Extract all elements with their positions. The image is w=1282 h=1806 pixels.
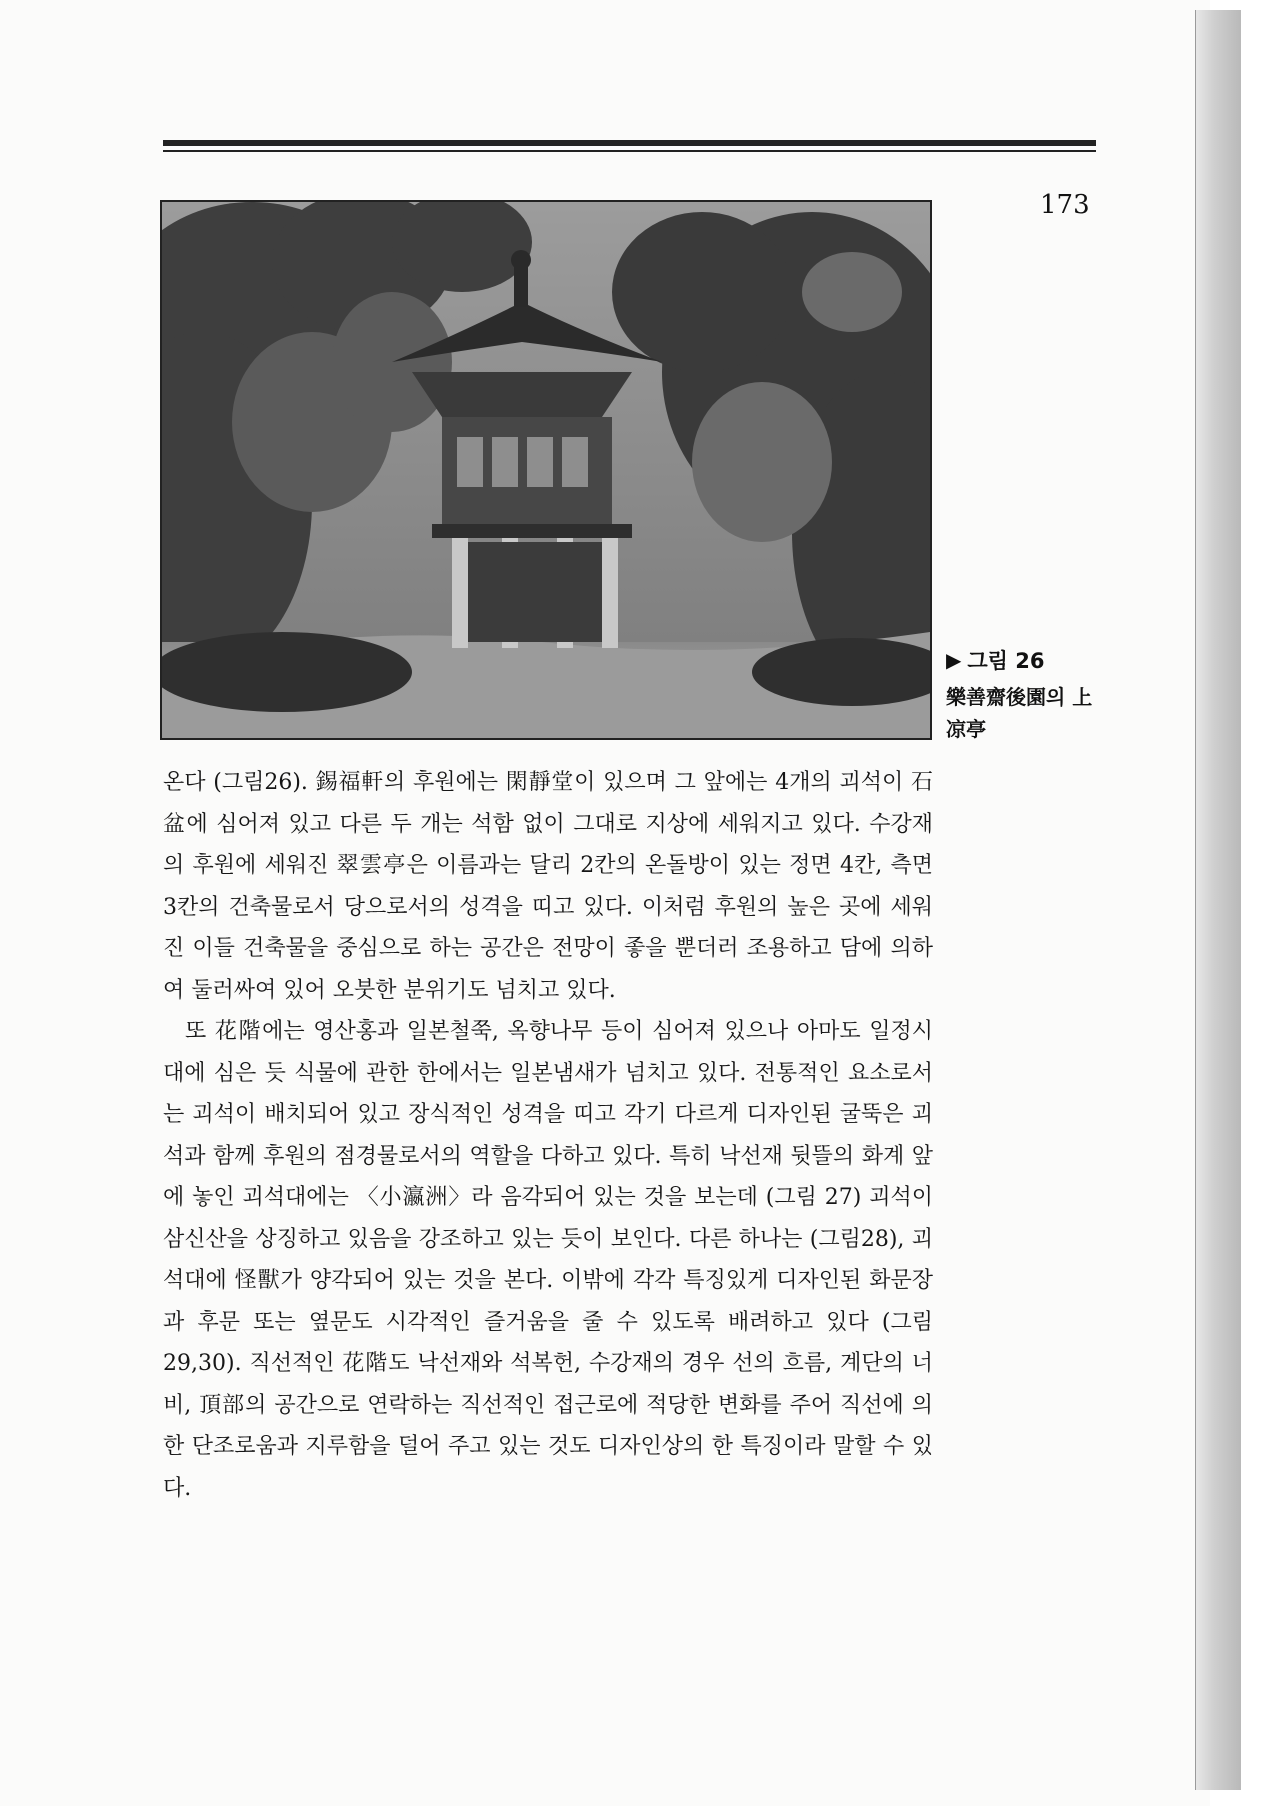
figure-caption-text: 樂善齋後園의 上凉亭 xyxy=(946,685,1093,741)
figure-number: 그림 26 xyxy=(967,649,1045,673)
paragraph-2: 또 花階에는 영산홍과 일본철쭉, 옥향나무 등이 심어져 있으나 아마도 일정시대에 심은 듯 식물에 관한 한에서는 일본냄새가 넘치고 있다. 전통적인 요소로서는 괴석이 배치되어 있고 장식적인 성격을 띠고 각기 다르게 디자인된 굴뚝은 괴석과 함께 후원의 점경물로서의 역할을 다하고 있다. 특히 낙선재 뒷뜰의 화계 앞에 놓인 괴석대에는 〈小瀛洲〉라 음각되어 있는 것을 보는데 (그림 27) 괴석이 삼신산을 상징하고 있음을 강조하고 있는 듯이 보인다. 다른 하나는 (그림28), 괴석대에 怪獸가 양각되어 있는 것을 본다. 이밖에 각각 특징있게 디자인된 화문장과 후문 또는 옆문도 시각적인 즐거움을 줄 수 있도록 배려하고 있다 (그림29,30). 직선적인 花階도 낙선재와 석복헌, 수강재의 경우 선의 흐름, 계단의 너비, 頂部의 공간으로 연락하는 직선적인 접근로에 적당한 변화를 주어 직선에 의한 단조로움과 지루함을 덜어 주고 있는 것도 디자인상의 한 특징이라 말할 수 있다. xyxy=(163,1019,933,1501)
page-number: 173 xyxy=(1040,190,1090,220)
header-rule-thick xyxy=(163,140,1096,146)
triangle-right-icon: ▶ xyxy=(946,648,962,672)
body-text xyxy=(163,762,933,1509)
figure-label xyxy=(946,645,1096,675)
paragraph-1: 온다 (그림26). 錫福軒의 후원에는 閑靜堂이 있으며 그 앞에는 4개의 괴석이 石盆에 심어져 있고 다른 두 개는 석함 없이 그대로 지상에 세워지고 있다. 수강재의 후원에 세워진 翠雲亭은 이름과는 달리 2칸의 온돌방이 있는 정면 4칸, 측면 3칸의 건축물로서 당으로서의 성격을 띠고 있다. 이처럼 후원의 높은 곳에 세워진 이들 건축물을 중심으로 하는 공간은 전망이 좋을 뿐더러 조용하고 담에 의하여 둘러싸여 있어 오붓한 분위기도 넘치고 있다. xyxy=(163,770,933,1003)
figure-caption xyxy=(946,645,1096,745)
pavilion-photo-image xyxy=(162,202,930,738)
header-rule-thin xyxy=(163,150,1096,152)
page-stack-edge xyxy=(1195,10,1241,1790)
pavilion-photo xyxy=(160,200,932,740)
